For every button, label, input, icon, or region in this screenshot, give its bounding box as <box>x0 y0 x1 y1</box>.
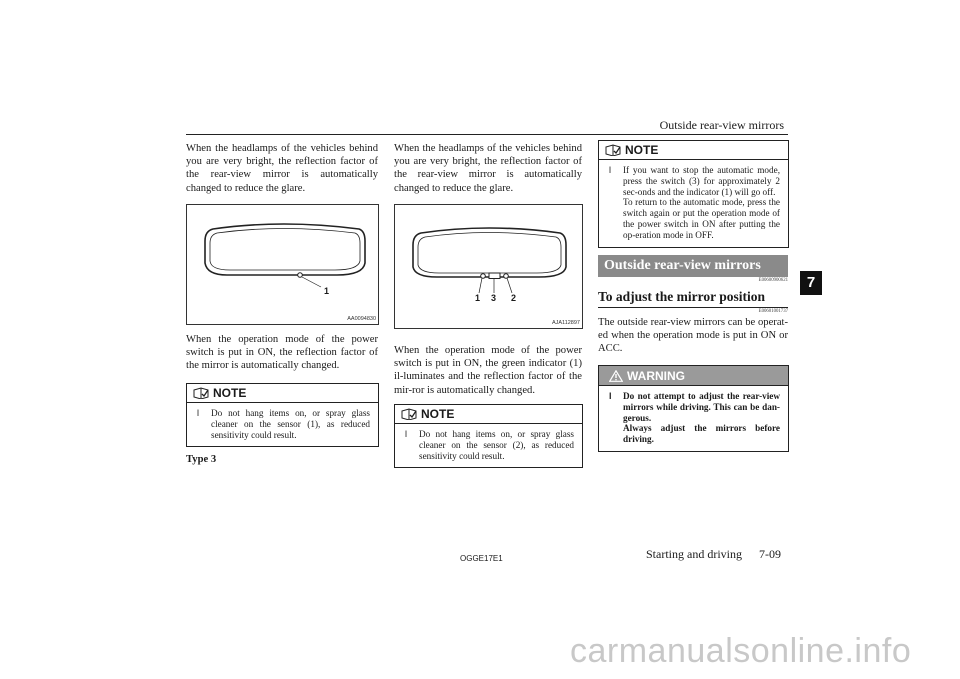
bullet-icon: l <box>197 408 199 418</box>
note-body <box>187 403 378 446</box>
note-text: Do not hang items on, or spray glass cleaner on the sensor (1), as reduced sensitivity could result. <box>211 408 370 440</box>
switch-marker <box>489 273 500 279</box>
col1-intro-paragraph: When the headlamps of the vehicles behind you are very bright, the reflection factor of the rear-view mirror is automatically changed to reduce the glare. <box>186 143 378 194</box>
col1-operation-paragraph: When the operation mode of the power switch is put in ON, the reflection factor of the mirror is automatically changed. <box>186 334 378 372</box>
page-number: 7-09 <box>759 547 781 561</box>
warning-title: WARNING <box>627 368 685 383</box>
bullet-icon: l <box>405 429 407 439</box>
figure-code: AA0094830 <box>347 316 376 322</box>
section-code: E00600900621 <box>758 278 788 283</box>
header-rule <box>186 134 788 135</box>
col2-intro-paragraph: When the headlamps of the vehicles behind you are very bright, the reflection factor of the rear-view mirror is automatically changed to reduce the glare. <box>394 143 582 194</box>
note-text-1: If you want to stop the automatic mode, press the switch (3) for approximately 2 sec-onds and the indicator (1) will go off. <box>623 165 780 197</box>
subsection-code: E00601001737 <box>758 309 788 314</box>
col3-paragraph: The outside rear-view mirrors can be operat-ed when the operation mode is put in ON or ACC. <box>598 317 788 355</box>
running-header: Outside rear-view mirrors <box>659 118 784 132</box>
note-text-2: To return to the automatic mode, press the switch again or put the operation mode of the power switch in ON after putting the op-eration mode in OFF. <box>623 197 780 240</box>
chapter-tab: 7 <box>800 271 822 295</box>
note-text: Do not hang items on, or spray glass cleaner on the sensor (2), as reduced sensitivity could result. <box>419 429 574 461</box>
footer-section-name: Starting and driving <box>646 547 742 561</box>
doc-code: OGGE17E1 <box>460 554 503 563</box>
note-icon <box>193 387 209 399</box>
bullet-icon: l <box>609 165 611 175</box>
note-body <box>395 424 582 467</box>
note-title: NOTE <box>421 407 455 421</box>
figure-code: AJA112897 <box>551 320 580 326</box>
section-title-band: Outside rear-view mirrors <box>598 255 788 277</box>
note-icon <box>401 408 417 420</box>
col2-note-box <box>394 404 583 468</box>
rear-view-mirror-illustration <box>187 205 378 324</box>
figure-callout-1: 1 <box>324 286 330 296</box>
subsection-rule <box>598 307 788 308</box>
figure-callout-1: 1 <box>475 293 481 303</box>
note-body <box>599 160 788 247</box>
warning-triangle-icon <box>609 370 623 382</box>
mirror-figure-type3 <box>394 204 583 329</box>
note-title: NOTE <box>213 386 247 400</box>
figure-callout-3: 3 <box>491 293 497 303</box>
col1-note-box <box>186 383 379 447</box>
note-title: NOTE <box>625 143 659 157</box>
subsection-title: To adjust the mirror position <box>598 289 766 304</box>
warning-text-2: Always adjust the mirrors before driving. <box>623 423 780 445</box>
col2-operation-paragraph: When the operation mode of the power switch is put in ON, the green indicator (1) il-luminates and the reflection factor of the mir-ror is automatically changed. <box>394 345 582 396</box>
note-icon <box>605 144 621 156</box>
note-header <box>599 141 788 160</box>
sensor-marker <box>298 273 303 278</box>
warning-box <box>598 365 789 452</box>
indicator-marker <box>481 274 486 279</box>
rear-view-mirror-illustration <box>395 205 582 328</box>
mirror-figure-type2 <box>186 204 379 325</box>
warning-header <box>599 366 788 386</box>
bullet-icon: l <box>609 391 612 401</box>
col3-note-box <box>598 140 789 248</box>
figure-callout-2: 2 <box>511 293 517 303</box>
warning-body <box>599 386 788 451</box>
watermark: carmanualsonline.info <box>570 632 912 670</box>
sensor-marker <box>504 274 509 279</box>
warning-text-1: Do not attempt to adjust the rear-view mirrors while driving. This can be dan-gerous. <box>623 391 780 423</box>
note-header <box>187 384 378 403</box>
note-header <box>395 405 582 424</box>
type-3-label: Type 3 <box>186 454 217 465</box>
